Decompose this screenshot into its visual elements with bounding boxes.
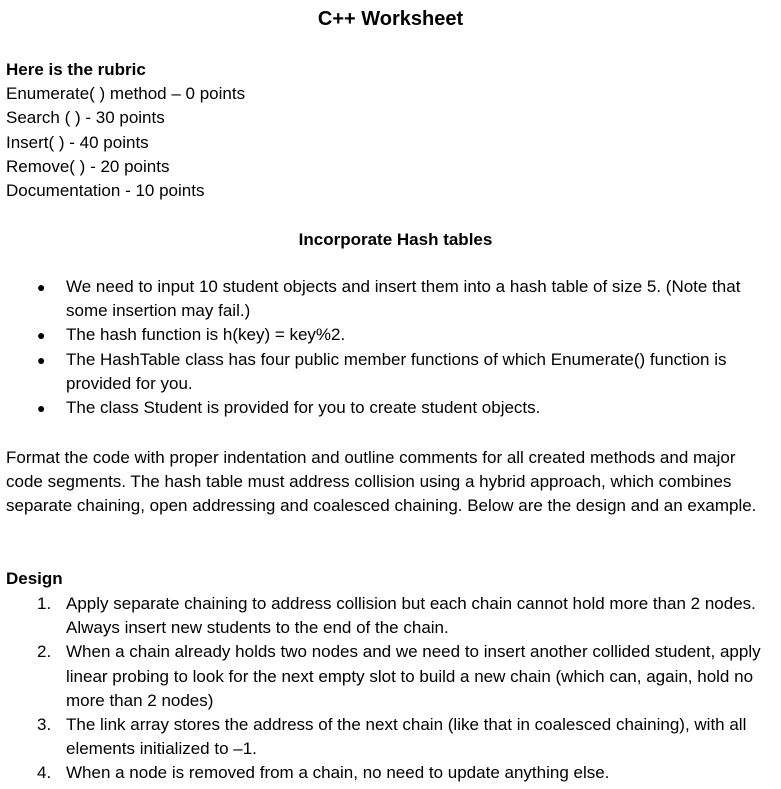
bullet-text: We need to input 10 student objects and insert them into a hash table of size 5. (Note that some insertion may fail.) bbox=[66, 277, 741, 321]
bullet-item bbox=[0, 275, 781, 323]
design-item-number: 3. bbox=[37, 715, 52, 735]
design-numbered-list bbox=[0, 592, 781, 786]
format-paragraph: Format the code with proper indentation and outline comments for all created methods and major code segments. The hash table must address collision using a hybrid approach, which combines separate chaining, open addressing and coalesced chaining. Below are the design and an example. bbox=[6, 448, 757, 516]
design-item bbox=[0, 640, 781, 713]
bullet-icon: ● bbox=[37, 351, 46, 368]
bullet-item bbox=[0, 348, 781, 396]
rubric-item-search: Search ( ) - 30 points bbox=[6, 108, 165, 128]
bullet-icon: ● bbox=[37, 400, 46, 417]
rubric-item-enumerate: Enumerate( ) method – 0 points bbox=[6, 84, 246, 104]
bullet-text: The HashTable class has four public member functions of which Enumerate() function is provided for you. bbox=[66, 349, 727, 393]
bullet-text: The class Student is provided for you to create student objects. bbox=[66, 398, 541, 418]
design-item-text: When a chain already holds two nodes and we need to insert another collided student, apply linear probing to look for the next empty slot to build a new chain (which can, again, hold no more than 2 nodes) bbox=[66, 642, 761, 710]
design-item-text: When a node is removed from a chain, no need to update anything else. bbox=[66, 763, 610, 783]
requirements-bullet-list bbox=[0, 275, 781, 420]
bullet-item bbox=[0, 396, 781, 420]
bullet-icon: ● bbox=[37, 279, 46, 295]
page-title: C++ Worksheet bbox=[317, 8, 464, 30]
design-item bbox=[0, 761, 781, 785]
rubric-item-insert: Insert( ) - 40 points bbox=[6, 132, 149, 152]
design-item bbox=[0, 713, 781, 761]
design-item-text: The link array stores the address of the next chain (like that in coalesced chaining), with all elements initialized to –1. bbox=[66, 715, 747, 759]
design-item-number: 1. bbox=[37, 594, 52, 613]
design-heading: Design bbox=[6, 569, 63, 588]
design-item-number: 4. bbox=[37, 763, 52, 783]
bullet-icon: ● bbox=[37, 327, 46, 344]
rubric-section bbox=[6, 58, 245, 203]
design-item bbox=[0, 592, 781, 640]
rubric-item-remove: Remove( ) - 20 points bbox=[6, 156, 170, 176]
bullet-text: The hash function is h(key) = key%2. bbox=[66, 325, 346, 345]
rubric-item-documentation: Documentation - 10 points bbox=[6, 181, 205, 201]
section-title-hash-tables: Incorporate Hash tables bbox=[298, 230, 493, 249]
design-item-text: Apply separate chaining to address collision but each chain cannot hold more than 2 nodes. Always insert new students to the end of the chain. bbox=[66, 594, 756, 638]
bullet-item bbox=[0, 323, 781, 347]
design-item-number: 2. bbox=[37, 642, 52, 662]
rubric-heading: Here is the rubric bbox=[6, 60, 146, 79]
